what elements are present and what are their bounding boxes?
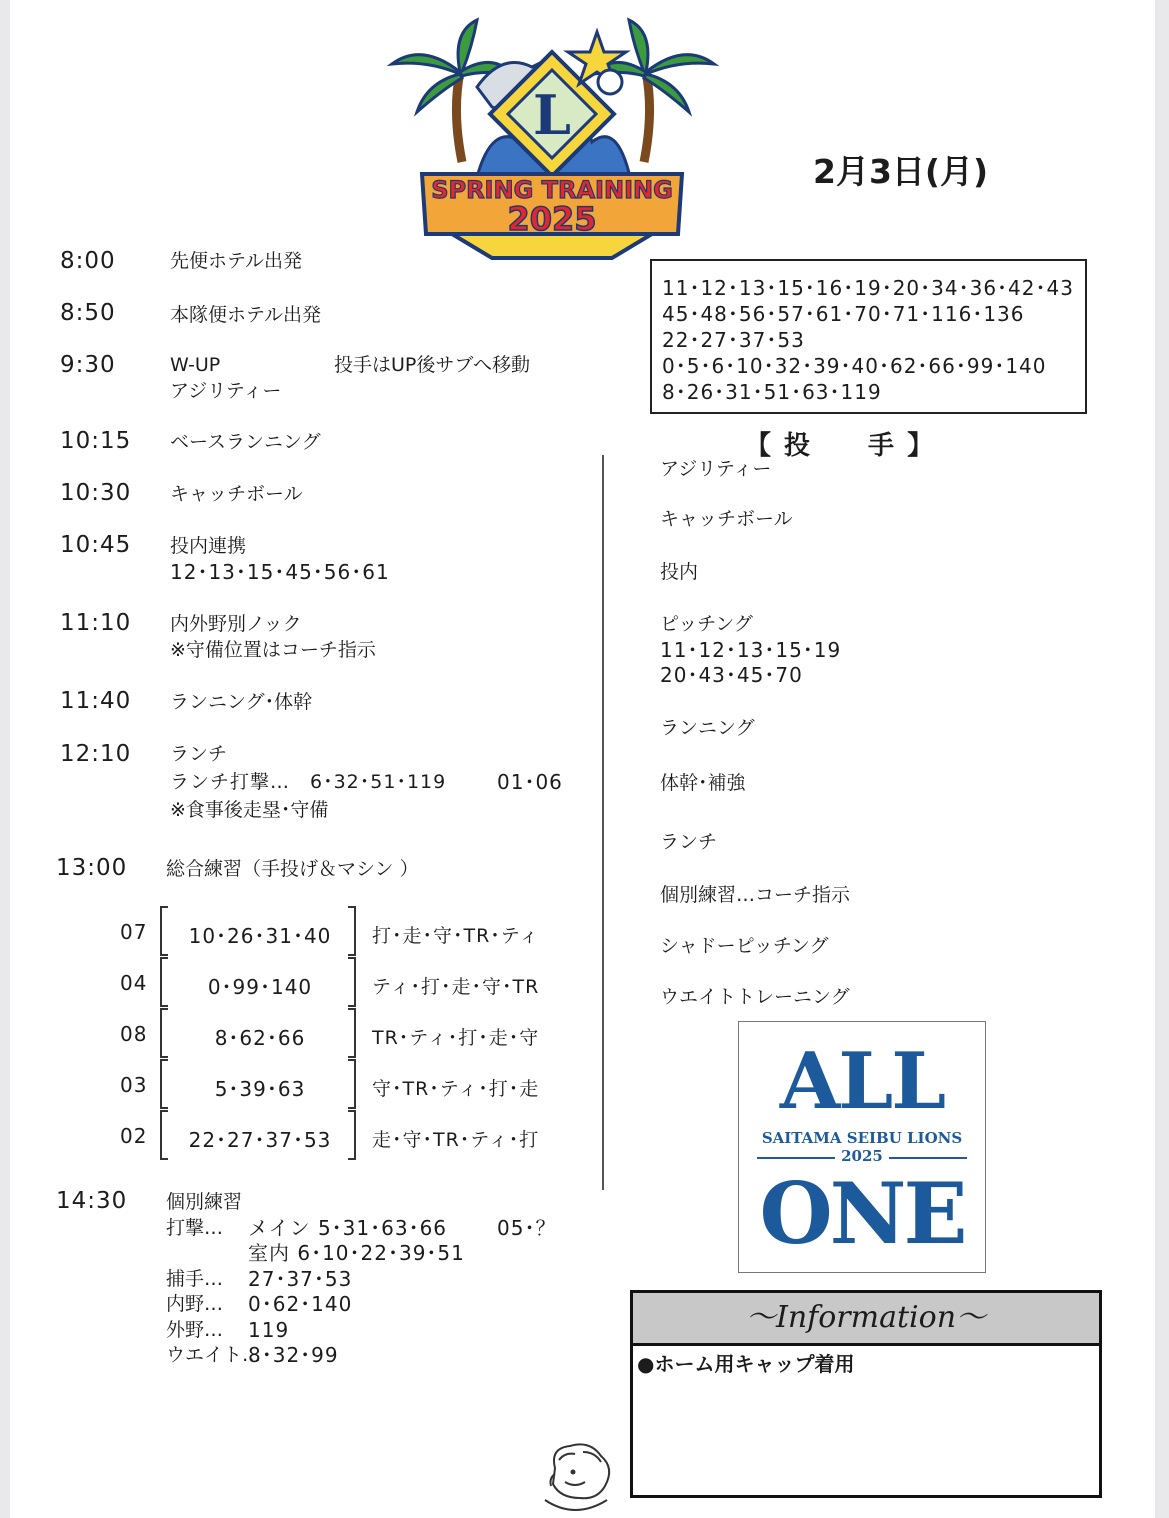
individual-value: 室内 6･10･22･39･51 <box>248 1241 465 1265</box>
logo-title: SPRING TRAINING <box>431 176 673 204</box>
schedule-note: 01･06 <box>497 770 563 794</box>
individual-label: 捕手… <box>166 1268 224 1290</box>
individual-label: 打撃… <box>166 1217 224 1239</box>
number-line: 8･26･31･51･63･119 <box>662 380 882 404</box>
all-one-year: 2025 <box>841 1147 883 1165</box>
pitcher-item: 体幹･補強 <box>660 772 746 794</box>
schedule-text: ※食事後走塁･守備 <box>170 799 329 821</box>
spring-training-logo <box>382 12 722 262</box>
bracket-right <box>348 1008 356 1058</box>
pitcher-item-numbers: 11･12･13･15･19 <box>660 638 842 662</box>
group-label: 07 <box>120 920 148 944</box>
schedule-text: 投内連携 <box>170 535 247 557</box>
pitcher-section-title: 【 投 手 】 <box>745 431 936 461</box>
baseball-icon <box>598 70 622 94</box>
group-numbers: 22･27･37･53 <box>188 1128 332 1152</box>
individual-label: 外野… <box>166 1319 224 1341</box>
schedule-text: W-UP <box>170 354 221 376</box>
time-label: 8:00 <box>60 248 116 274</box>
time-label: 13:00 <box>56 855 128 881</box>
divider-line <box>889 1157 967 1159</box>
schedule-text: 内外野別ノック <box>170 613 302 635</box>
time-label: 10:15 <box>60 428 132 454</box>
pitcher-item: シャドーピッチング <box>660 935 829 957</box>
bracket-right <box>348 906 356 956</box>
player-number-box <box>650 259 1087 414</box>
individual-note: 05･？ <box>497 1216 557 1240</box>
number-line: 22･27･37･53 <box>662 328 805 352</box>
individual-value: 8･32･99 <box>248 1343 339 1367</box>
time-label: 14:30 <box>56 1188 128 1214</box>
time-label: 8:50 <box>60 300 116 326</box>
all-one-team: SAITAMA SEIBU LIONS <box>761 1129 963 1147</box>
all-one-line2: ONE <box>759 1164 965 1263</box>
schedule-note: 投手はUP後サブへ移動 <box>334 354 530 376</box>
group-label: 02 <box>120 1124 148 1148</box>
schedule-text: ランチ <box>170 743 228 765</box>
group-rotation-text: ティ･打･走･守･TR <box>372 976 540 998</box>
schedule-text: ランチ打撃… 6･32･51･119 <box>170 771 447 793</box>
column-divider <box>602 455 604 1190</box>
time-label: 12:10 <box>60 741 132 767</box>
pitcher-item: ピッチング <box>660 613 753 635</box>
schedule-text: 12･13･15･45･56･61 <box>170 560 390 584</box>
group-numbers: 8･62･66 <box>214 1026 306 1050</box>
group-rotation-text: 打･走･守･TR･ティ <box>372 925 540 947</box>
individual-value: 119 <box>248 1318 290 1342</box>
individual-label: 内野… <box>166 1293 224 1315</box>
time-label: 11:40 <box>60 688 132 714</box>
pitcher-item: 投内 <box>660 561 699 583</box>
time-label: 10:45 <box>60 532 132 558</box>
page-date: 2月3日(月) <box>813 152 989 191</box>
schedule-text: 総合練習（手投げ＆マシン ） <box>166 858 419 880</box>
pitcher-item: 個別練習…コーチ指示 <box>660 884 851 906</box>
pitcher-item: アジリティー <box>660 458 772 480</box>
schedule-text: アジリティー <box>170 380 282 402</box>
individual-value: 27･37･53 <box>248 1267 353 1291</box>
group-numbers: 10･26･31･40 <box>188 924 332 948</box>
pitcher-item: ランチ <box>660 831 718 853</box>
schedule-text: 個別練習 <box>166 1191 243 1213</box>
schedule-text: 本隊便ホテル出発 <box>170 304 322 326</box>
schedule-text: キャッチボール <box>170 483 303 505</box>
information-box <box>630 1290 1102 1498</box>
logo-year: 2025 <box>507 200 597 238</box>
bracket-right <box>348 1110 356 1160</box>
group-rotation-text: TR･ティ･打･走･守 <box>372 1027 540 1049</box>
emblem-letter: L <box>533 83 571 147</box>
information-item: ●ホーム用キャップ着用 <box>637 1352 855 1376</box>
schedule-page <box>10 0 1155 1518</box>
number-line: 11･12･13･15･16･19･20･34･36･42･43 <box>662 276 1074 300</box>
schedule-text: ランニング･体幹 <box>170 691 313 713</box>
group-label: 04 <box>120 971 148 995</box>
group-rotation-text: 守･TR･ティ･打･走 <box>372 1078 540 1100</box>
lion-mascot-icon <box>535 1438 617 1518</box>
group-label: 03 <box>120 1073 148 1097</box>
all-one-logo <box>738 1021 986 1273</box>
number-line: 0･5･6･10･32･39･40･62･66･99･140 <box>662 354 1047 378</box>
information-title: ～Information～ <box>633 1293 1099 1346</box>
time-label: 10:30 <box>60 480 132 506</box>
bracket-right <box>348 1059 356 1109</box>
time-label: 11:10 <box>60 610 132 636</box>
individual-value: メイン 5･31･63･66 <box>248 1216 448 1240</box>
number-line: 45･48･56･57･61･70･71･116･136 <box>662 302 1025 326</box>
individual-value: 0･62･140 <box>248 1292 353 1316</box>
all-one-line1: ALL <box>779 1036 945 1127</box>
schedule-text: ベースランニング <box>170 431 321 453</box>
schedule-text: 先便ホテル出発 <box>170 250 303 272</box>
group-numbers: 0･99･140 <box>207 975 313 999</box>
bracket-right <box>348 957 356 1007</box>
pitcher-item: ウエイトトレーニング <box>660 986 850 1008</box>
time-label: 9:30 <box>60 352 116 378</box>
pitcher-item-numbers: 20･43･45･70 <box>660 663 803 687</box>
group-numbers: 5･39･63 <box>214 1077 306 1101</box>
schedule-text: ※守備位置はコーチ指示 <box>170 639 376 661</box>
group-label: 08 <box>120 1022 148 1046</box>
group-rotation-text: 走･守･TR･ティ･打 <box>372 1129 540 1151</box>
pitcher-item: ランニング <box>660 717 755 739</box>
pitcher-item: キャッチボール <box>660 508 793 530</box>
individual-label: ウエイト… <box>166 1344 262 1366</box>
